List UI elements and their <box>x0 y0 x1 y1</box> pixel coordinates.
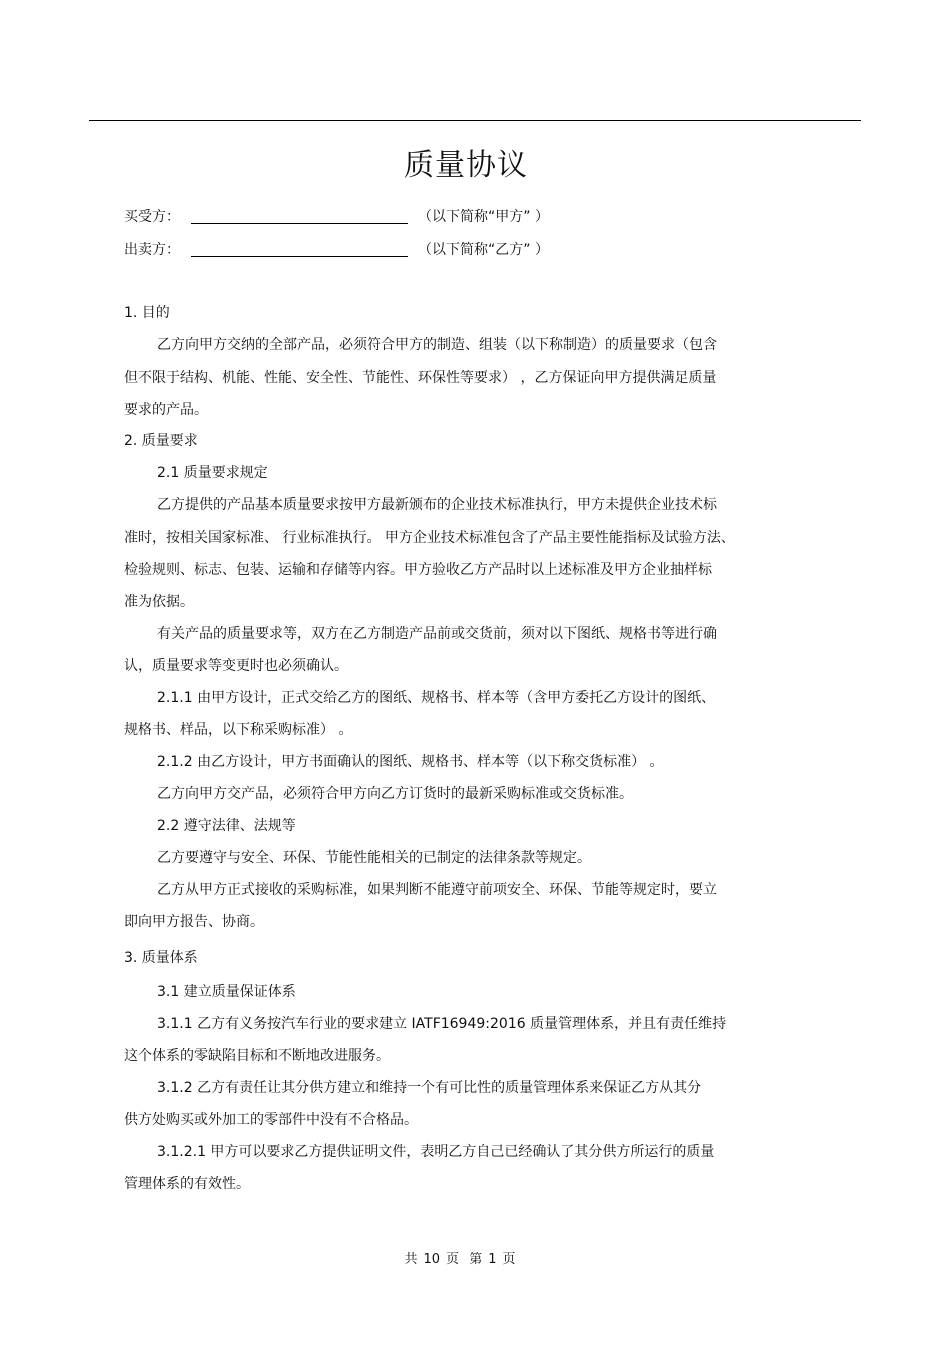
body-line: 即向甲方报告、协商。 <box>124 914 264 930</box>
buyer-label: 买受方： <box>124 209 180 225</box>
body-line: 乙方提供的产品基本质量要求按甲方最新颁布的企业技术标准执行，甲方未提供企业技术标 <box>157 497 717 513</box>
clause-line: 3.1.2 乙方有责任让其分供方建立和维持一个有可比性的质量管理体系来保证乙方从其分 <box>157 1080 702 1096</box>
subsection-heading: 2.1 质量要求规定 <box>157 465 268 481</box>
footer-total-prefix: 共 <box>404 1252 418 1267</box>
body-line: 要求的产品。 <box>124 402 208 418</box>
body-line: 乙方从甲方正式接收的采购标准，如果判断不能遵守前项安全、环保、节能等规定时，要立 <box>157 882 717 898</box>
body-line: 乙方向甲方交纳的全部产品，必须符合甲方的制造、组装（以下称制造）的质量要求（包含 <box>157 337 717 353</box>
body-line: 但不限于结构、机能、性能、安全性、节能性、环保性等要求） ，乙方保证向甲方提供满足质量 <box>124 370 717 386</box>
page-footer <box>0 1248 920 1267</box>
buyer-note: （以下简称“甲方” ） <box>418 209 549 225</box>
subsection-heading: 3.1 建立质量保证体系 <box>157 984 296 1000</box>
body-line: 这个体系的零缺陷目标和不断地改进服务。 <box>124 1048 390 1064</box>
section-heading: 2. 质量要求 <box>124 433 198 449</box>
body-line: 乙方向甲方交产品，必须符合甲方向乙方订货时的最新采购标准或交货标准。 <box>157 786 633 802</box>
footer-total-pages: 10 <box>423 1252 441 1267</box>
body-line: 有关产品的质量要求等，双方在乙方制造产品前或交货前，须对以下图纸、规格书等进行确 <box>157 626 717 642</box>
seller-name-blank <box>191 256 408 257</box>
body-line: 检验规则、标志、包装、运输和存储等内容。甲方验收乙方产品时以上述标准及甲方企业抽样标 <box>124 562 712 578</box>
section-heading: 1. 目的 <box>124 305 170 321</box>
footer-current-prefix: 第 <box>469 1252 483 1267</box>
header-rule <box>89 120 861 121</box>
document-title: 质量协议 <box>404 148 528 183</box>
footer-current-page: 1 <box>488 1252 497 1267</box>
body-line: 准为依据。 <box>124 594 194 610</box>
seller-label: 出卖方： <box>124 242 180 258</box>
clause-line: 2.1.1 由甲方设计，正式交给乙方的图纸、规格书、样本等（含甲方委托乙方设计的图纸、 <box>157 690 716 706</box>
body-line: 乙方要遵守与安全、环保、节能性能相关的已制定的法律条款等规定。 <box>157 850 591 866</box>
body-line: 准时，按相关国家标准、 行业标准执行。 甲方企业技术标准包含了产品主要性能指标及试验方法、 <box>124 530 735 546</box>
buyer-name-blank <box>191 223 408 224</box>
body-line: 供方处购买或外加工的零部件中没有不合格品。 <box>124 1112 418 1128</box>
footer-total-suffix: 页 <box>446 1252 460 1267</box>
clause-line: 3.1.2.1 甲方可以要求乙方提供证明文件，表明乙方自己已经确认了其分供方所运行的质量 <box>157 1144 715 1160</box>
seller-note: （以下简称“乙方” ） <box>418 242 549 258</box>
clause-line: 2.1.2 由乙方设计，甲方书面确认的图纸、规格书、样本等（以下称交货标准） 。 <box>157 754 664 770</box>
section-heading: 3. 质量体系 <box>124 950 198 966</box>
footer-current-suffix: 页 <box>502 1252 516 1267</box>
body-line: 认，质量要求等变更时也必须确认。 <box>124 658 348 674</box>
subsection-heading: 2.2 遵守法律、法规等 <box>157 818 296 834</box>
body-line: 管理体系的有效性。 <box>124 1176 250 1192</box>
body-line: 规格书、样品，以下称采购标准） 。 <box>124 722 353 738</box>
clause-line: 3.1.1 乙方有义务按汽车行业的要求建立 IATF16949:2016 质量管理体系，并且有责任维持 <box>157 1016 727 1032</box>
